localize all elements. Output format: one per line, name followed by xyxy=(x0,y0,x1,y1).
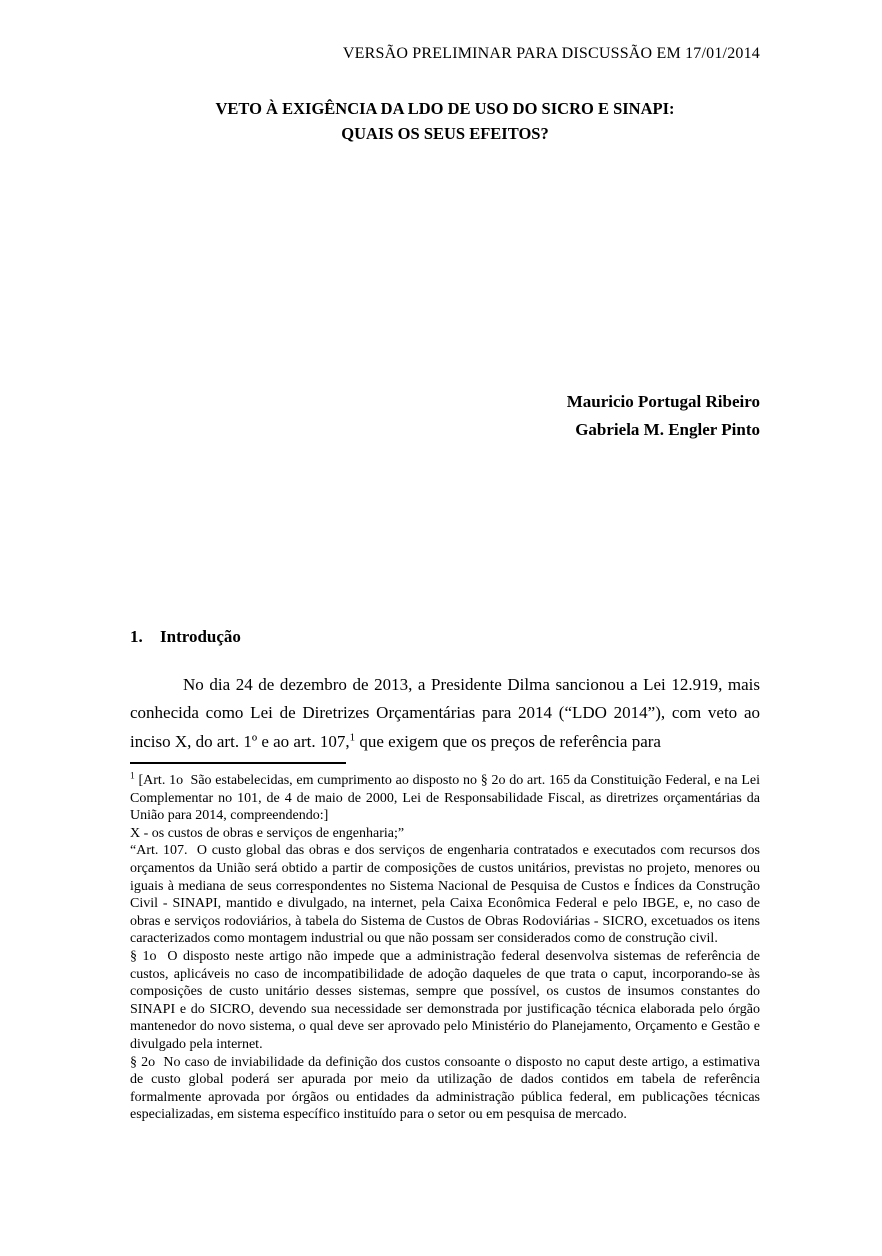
section-heading-introduction xyxy=(130,626,760,648)
intro-paragraph xyxy=(130,671,760,756)
footnote-text: [Art. 1o São estabelecidas, em cumprimento ao disposto no § 2o do art. 165 da Constituição Federal, e na Lei Complementar no 101, de 4 de maio de 2000, Lei de Responsabilidade Fiscal, as diretrizes orçamentárias da União para 2014, compreendendo:] xyxy=(130,773,760,824)
footnote-paragraph xyxy=(130,772,760,825)
intro-paragraph-text: No dia 24 de dezembro de 2013, a Presidente Dilma sancionou a Lei 12.919, mais conhecida como Lei de Diretrizes Orçamentárias para 2014 (“LDO 2014”), com veto ao inciso X, do art. 1º e ao art. 107, xyxy=(130,675,760,751)
footnote-reference: 1 xyxy=(349,730,356,743)
section-title: Introdução xyxy=(160,627,241,646)
author-name: Mauricio Portugal Ribeiro xyxy=(566,392,760,411)
document-title-line1: VETO À EXIGÊNCIA DA LDO DE USO DO SICRO E SINAPI: xyxy=(215,99,675,118)
footnote-paragraph: X - os custos de obras e serviços de engenharia;” xyxy=(130,825,405,841)
footnote-paragraph: § 2o No caso de inviabilidade da definição dos custos consoante o disposto no caput deste artigo, a estimativa de custo global poderá ser apurada por meio da utilização de dados contidos em tabela de referência formalmente aprovada por órgãos ou entidades da administração pública federal, em publicações técnicas especializadas, em sistema específico instituído para o setor ou em pesquisa de mercado. xyxy=(130,1054,760,1123)
footnote xyxy=(130,772,760,1124)
footnote-paragraph: § 1o O disposto neste artigo não impede que a administração federal desenvolva sistemas de referência de custos, aplicáveis no caso de incompatibilidade de adoção daqueles de que trata o caput, incorporando-se às composições de custo unitário desses sistemas, sempre que possível, os custos de insumos constantes do SINAPI e do SICRO, devendo sua necessidade ser demonstrada por justificação técnica elaborada pelo órgão mantenedor do novo sistema, o qual deve ser aprovado pelo Ministério do Planejamento, Orçamento e Gestão e divulgado pela internet. xyxy=(130,948,760,1052)
author-name: Gabriela M. Engler Pinto xyxy=(575,420,760,439)
section-number: 1. xyxy=(130,627,143,646)
document-title-line2: QUAIS OS SEUS EFEITOS? xyxy=(341,124,549,143)
draft-version-header: VERSÃO PRELIMINAR PARA DISCUSSÃO EM 17/01/2014 xyxy=(342,45,760,62)
author-list xyxy=(130,388,760,444)
document-title xyxy=(130,96,760,146)
footnote-separator-rule xyxy=(130,762,346,764)
intro-paragraph-text-continued: que exigem que os preços de referência para xyxy=(355,731,661,751)
footnote-marker: 1 xyxy=(130,771,135,782)
footnote-paragraph: “Art. 107. O custo global das obras e dos serviços de engenharia contratados e executados com recursos dos orçamentos da União será obtido a partir de composições de custos unitários, previstas no projeto, menores ou iguais à mediana de seus correspondentes no Sistema Nacional de Pesquisa de Custos e Índices da Construção Civil - SINAPI, mantido e divulgado, na internet, pela Caixa Econômica Federal e pelo IBGE, e, no caso de obras e serviços rodoviários, à tabela do Sistema de Custos de Obras Rodoviárias - SICRO, excetuados os itens caracterizados como montagem industrial ou que não possam ser considerados como de construção civil. xyxy=(130,843,760,947)
